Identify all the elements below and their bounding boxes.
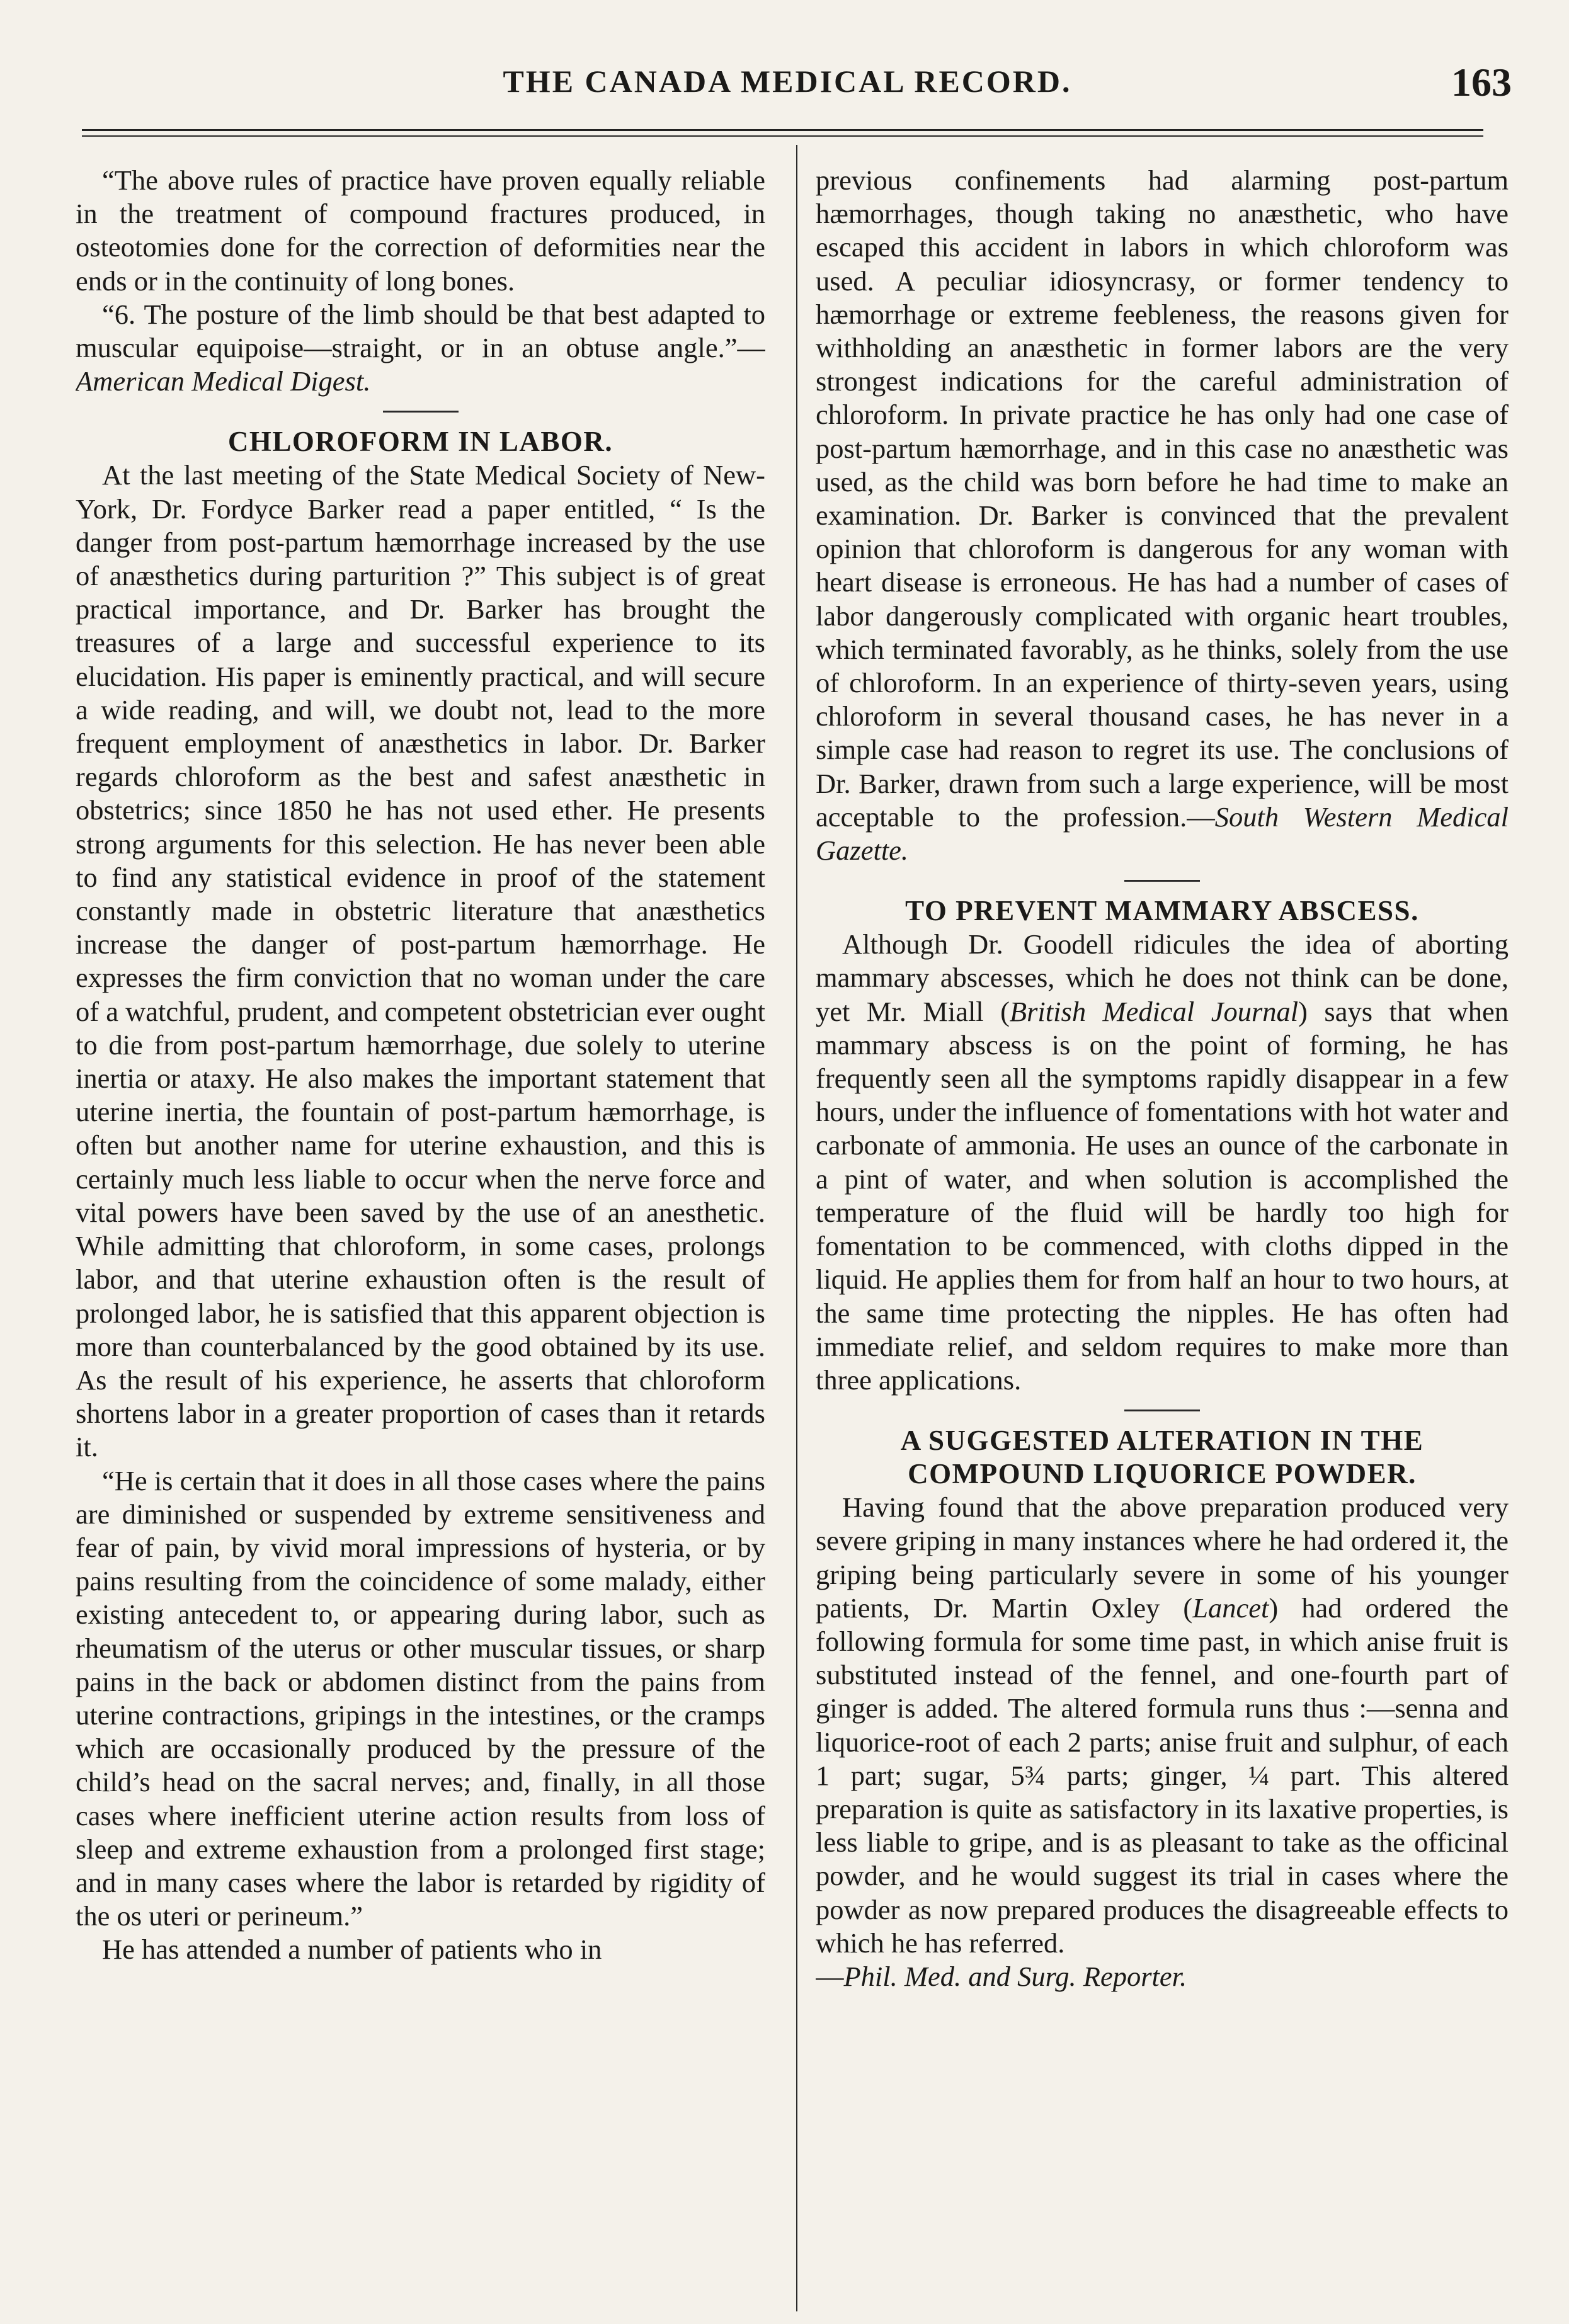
page-header	[63, 60, 1512, 113]
header-rule	[82, 129, 1483, 137]
paragraph-attended: He has attended a number of patients who in	[102, 1934, 602, 1966]
paragraph-previous-confinements	[816, 164, 1509, 867]
right-column	[816, 164, 1509, 2293]
oxley-text-a: Having found that the above preparation produced very severe griping in many instances where he had ordered it, the griping being particularly severe in some of his younger patients, Dr. Martin Oxley (	[816, 1491, 1509, 1624]
paragraph-barker-quote: “He is certain that it does in all those cases where the pains are diminished or suspended by extreme sensitiveness and fear of pain, by vivid moral impressions of hysteria, or by pains resulting from the coincidence of some malady, either existing antecedent to, or appearing during labor, such as rheumatism of the uterus or other muscular tissues, or sharp pains in the back or abdomen distinct from the pains from uterine contractions, gripings in the intestines, or the cramps which are occasionally produced by the pressure of the child’s head on the sacral nerves; and, finally, in all those cases where inefficient uterine action results from loss of sleep and extreme exhaustion from a prolonged first stage; and in many cases where the labor is retarded by rigidity of the os uteri or perineum.”	[76, 1464, 765, 1932]
column-divider	[796, 145, 797, 2311]
source-lancet: Lancet	[1192, 1592, 1269, 1624]
paragraph-oxley	[816, 1491, 1509, 1960]
confinements-text: previous confinements had alarming post-partum hæmorrhages, though taking no anæsthetic, who have escaped this accident in labors in which chloroform was used. A peculiar idiosyncrasy, or former tendency to hæmorrhage or extreme feebleness, the reasons given for withholding an anæsthetic in former labors are the very strongest indications for the careful administration of chloroform. In private practice he has only had one case of post-partum hæmorrhage, and in this case no anæsthetic was used, as the child was born before he had time to make an examination. Dr. Barker is convinced that the prevalent opinion that chloroform is dangerous for any woman with heart disease is erroneous. He has had a number of cases of labor dangerously complicated with organic heart troubles, which terminated favorably, as he thinks, solely from the use of chloroform. In an experience of thirty-seven years, using chloroform in several thousand cases, he has never in a simple case had reason to regret its use. The conclusions of Dr. Barker, drawn from such a large experience, will be most acceptable to the profession.—	[816, 164, 1509, 833]
source-phil-med-surg-reporter: Phil. Med. and Surg. Reporter.	[843, 1960, 1187, 1992]
paragraph-goodell	[816, 928, 1509, 1397]
section-rule	[383, 411, 459, 413]
source-british-medical-journal: British Medical Journal	[1009, 995, 1299, 1027]
posture-text: “6. The posture of the limb should be that best adapted to muscular equipoise—straight, or in an obtuse angle.”—	[76, 298, 765, 364]
oxley-text-b: ) had ordered the following formula for some time past, in which anise fruit is substituted instead of the fennel, and one-fourth part of ginger is added. The altered formula runs thus :—senna and liquorice-root of each 2 parts; anise fruit and sulphur, of each 1 part; sugar, 5¾ parts; ginger, ¼ part. This altered preparation is quite as satisfactory in its laxative properties, is less liable to gripe, and is as pleasant to take as the officinal powder, and he would suggest its trial in cases where the powder as now prepared produces the disagreeable effects to which he has referred.	[816, 1592, 1509, 1959]
paragraph-reporter-source	[816, 1960, 1509, 1993]
source-south-western-medical-gazette: South Western Medical Gazette.	[816, 800, 1509, 867]
page-number: 163	[1451, 60, 1512, 105]
left-column	[76, 164, 765, 2293]
paragraph-posture	[76, 298, 765, 399]
source-american-medical-digest: American Medical Digest.	[76, 365, 371, 397]
heading-mammary-abscess: TO PREVENT MAMMARY ABSCESS.	[905, 895, 1419, 927]
section-rule	[1124, 880, 1200, 882]
section-rule	[1124, 1410, 1200, 1411]
goodell-text-a: Although Dr. Goodell ridicules the idea of aborting mammary abscesses, which he does not think can be done, yet Mr. Miall (	[816, 928, 1509, 1027]
heading-chloroform-in-labor: CHLOROFORM IN LABOR.	[227, 426, 613, 458]
paragraph-rules: “The above rules of practice have proven equally reliable in the treatment of compound fractures produced, in osteotomies done for the correction of deformities near the ends or in the continuity of long bones.	[76, 164, 765, 297]
heading-liquorice-powder-line1: A SUGGESTED ALTERATION IN THE	[900, 1425, 1424, 1457]
source-dash: —	[816, 1960, 844, 1992]
paragraph-barker-paper: At the last meeting of the State Medical Society of New-York, Dr. Fordyce Barker read a paper entitled, “ Is the danger from post-partum hæmorrhage increased by the use of anæsthetics during parturition ?” This subject is of great practical importance, and Dr. Barker has brought the treasures of a large and successful experience to its elucidation. His paper is eminently practical, and will secure a wide reading, and will, we doubt not, lead to the more frequent employment of anæsthetics in labor. Dr. Barker regards chloroform as the best and safest anæsthetic in obstetrics; since 1850 he has not used ether. He presents strong arguments for this selection. He has never been able to find any statistical evidence in proof of the statement constantly made in obstetric literature that anæsthetics increase the danger of post-partum hæmorrhage. He expresses the firm conviction that no woman under the care of a watchful, prudent, and competent obstetrician ever ought to die from post-partum hæmorrhage, due solely to uterine inertia or ataxy. He also makes the important statement that uterine inertia, the fountain of post-partum hæmorrhage, is often but another name for uterine exhaustion, and this is certainly much less liable to occur when the nerve force and vital powers have been saved by the use of an anesthetic. While admitting that chloroform, in some cases, prolongs labor, and that uterine exhaustion often is the result of prolonged labor, he is satisfied that this apparent objection is more than counterbalanced by the good obtained by its use. As the result of his experience, he asserts that chloroform shortens labor in a greater proportion of cases than it retards it.	[76, 459, 765, 1463]
running-title: THE CANADA MEDICAL RECORD.	[503, 64, 1072, 99]
heading-liquorice-powder-line2: COMPOUND LIQUORICE POWDER.	[908, 1458, 1417, 1490]
goodell-text-b: ) says that when mammary abscess is on the point of forming, he has frequently seen all the symptoms rapidly disappear in a few hours, under the influence of fomentations with hot water and carbonate of ammonia. He uses an ounce of the carbonate in a pint of water, and when solution is accomplished the temperature of the fluid will be hardly too high for fomentation to be commenced, with cloths dipped in the liquid. He applies them for from half an hour to two hours, at the same time protecting the nipples. He has often had immediate relief, and seldom requires to make more than three applications.	[816, 995, 1509, 1396]
